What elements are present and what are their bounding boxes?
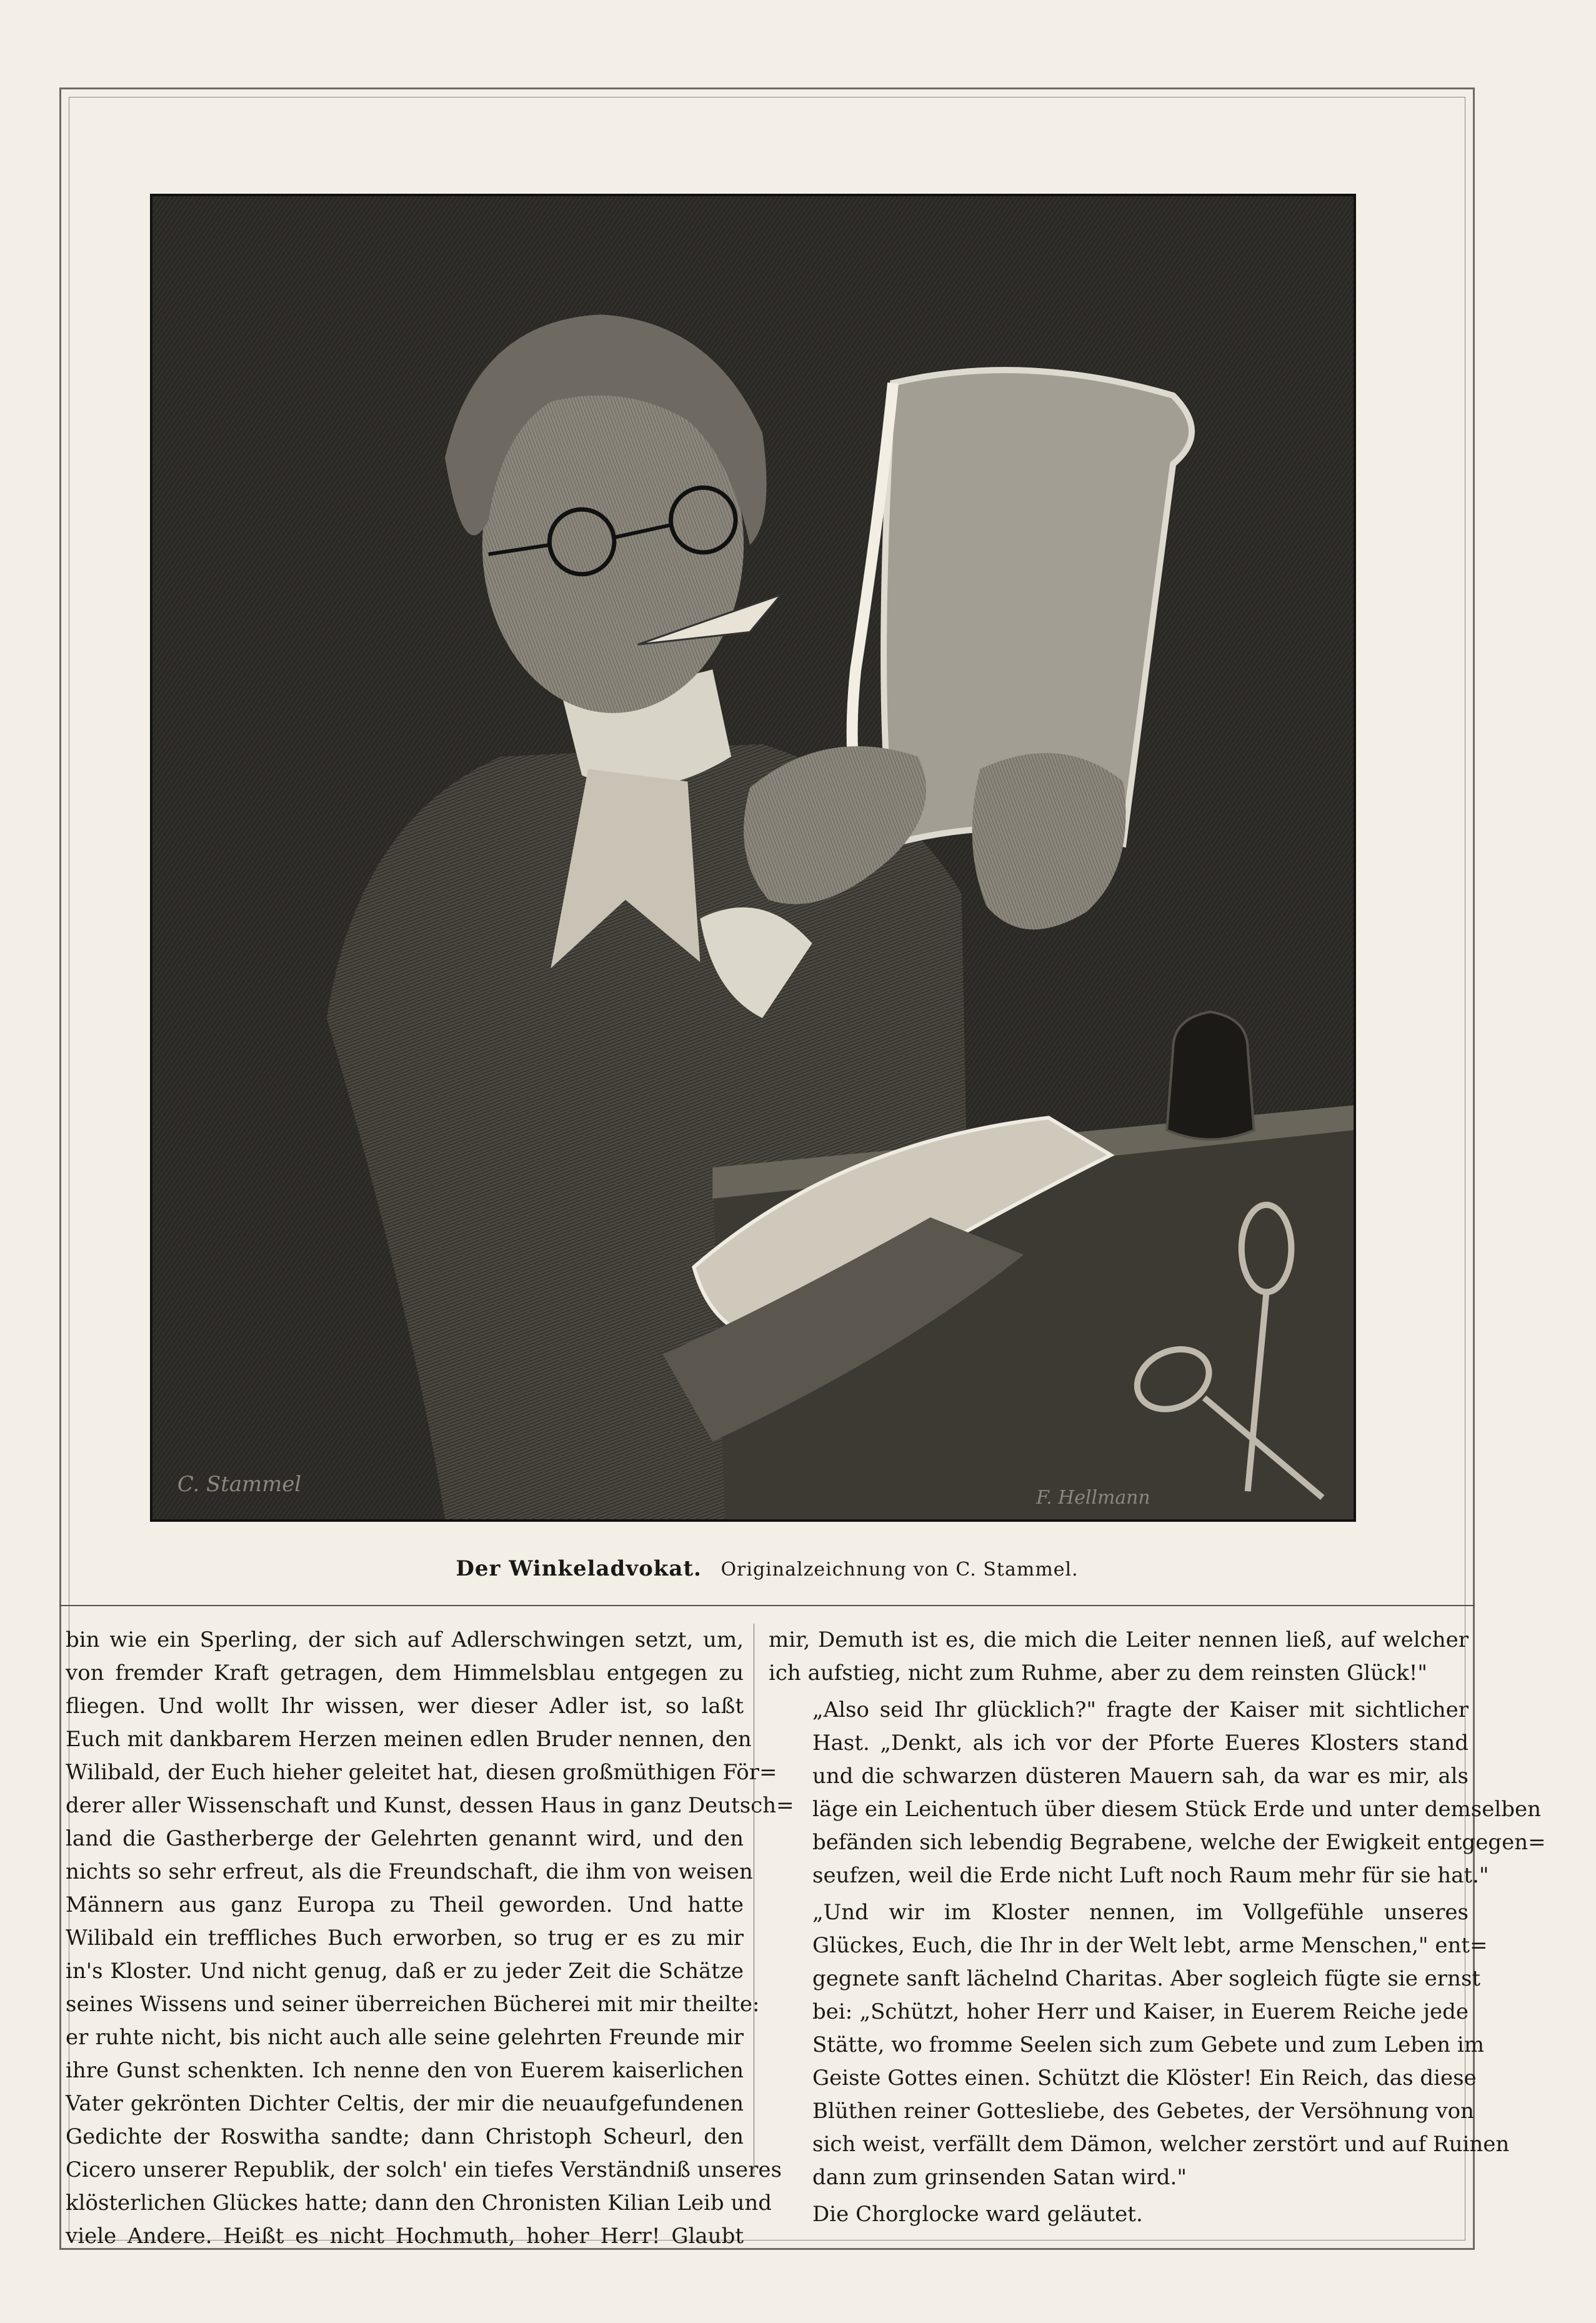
paragraph xyxy=(769,2198,1469,2231)
text-line: sich weist, verfällt dem Dämon, welcher zerstört und auf Ruinen xyxy=(812,2132,1510,2157)
text-line: Cicero unserer Republik, der solch' ein tiefes Verständniß unseres xyxy=(66,2157,782,2182)
text-line: läge ein Leichentuch über diesem Stück Erde und unter demselben xyxy=(812,1797,1542,1822)
text-line: Stätte, wo fromme Seelen sich zum Gebete und zum Leben im xyxy=(812,2032,1484,2057)
text-line: Vater gekrönten Dichter Celtis, der mir die neuaufgefundenen xyxy=(66,2091,744,2116)
text-line: nichts so sehr erfreut, als die Freundschaft, die ihm von weisen xyxy=(66,1859,753,1884)
text-line: Hast. „Denkt, als ich vor der Pforte Eueres Klosters stand xyxy=(812,1731,1469,1756)
text-line: und die schwarzen düsteren Mauern sah, da war es mir, als xyxy=(812,1764,1469,1789)
text-column-left xyxy=(66,1624,794,2249)
text-line: Männern aus ganz Europa zu Theil geworden. Und hatte xyxy=(66,1892,744,1917)
paragraph xyxy=(66,1624,794,2253)
text-line: Blüthen reiner Gottesliebe, des Gebetes, der Versöhnung von xyxy=(812,2099,1474,2124)
text-line: Wilibald, der Euch hieher geleitet hat, diesen großmüthigen För= xyxy=(66,1760,777,1785)
text-line: ich aufstieg, nicht zum Ruhme, aber zu dem reinsten Glück!" xyxy=(769,1661,1427,1686)
text-line: „Also seid Ihr glücklich?" fragte der Kaiser mit sichtlicher xyxy=(812,1697,1469,1722)
text-line: Gedichte der Roswitha sandte; dann Christoph Scheurl, den xyxy=(66,2124,744,2149)
text-line: gegnete sanft lächelnd Charitas. Aber sogleich fügte sie ernst xyxy=(812,1966,1481,1991)
caption-title: Der Winkeladvokat. xyxy=(456,1556,702,1581)
text-line: Wilibald ein treffliches Buch erworben, so trug er es zu mir xyxy=(66,1926,744,1951)
text-column-right xyxy=(769,1624,1546,2227)
text-line: klösterlichen Glückes hatte; dann den Chronisten Kilian Leib und xyxy=(66,2191,772,2216)
paragraph xyxy=(769,1624,1469,1690)
engraving-illustration xyxy=(150,194,1356,1522)
caption-rule xyxy=(59,1605,1475,1606)
figure-caption xyxy=(59,1556,1475,1581)
text-line: ihre Gunst schenkten. Ich nenne den von Euerem kaiserlichen xyxy=(66,2058,744,2083)
signature-left: C. Stammel xyxy=(177,1472,302,1497)
text-line: viele Andere. Heißt es nicht Hochmuth, hoher Herr! Glaubt xyxy=(66,2224,744,2249)
text-line: Euch mit dankbarem Herzen meinen edlen Bruder nennen, den xyxy=(66,1727,752,1752)
text-line: Glückes, Euch, die Ihr in der Welt lebt, arme Menschen," ent= xyxy=(812,1933,1488,1958)
text-line: land die Gastherberge der Gelehrten genannt wird, und den xyxy=(66,1826,744,1851)
text-line: Die Chorglocke ward geläutet. xyxy=(812,2202,1143,2227)
text-line: er ruhte nicht, bis nicht auch alle seine gelehrten Freunde mir xyxy=(66,2025,744,2050)
text-line: bin wie ein Sperling, der sich auf Adlerschwingen setzt, um, xyxy=(66,1627,744,1652)
text-line: mir, Demuth ist es, die mich die Leiter nennen ließ, auf welcher xyxy=(769,1627,1469,1652)
text-line: seines Wissens und seiner überreichen Bücherei mit mir theilte: xyxy=(66,1992,760,2017)
text-line: „Und wir im Kloster nennen, im Vollgefühle unseres xyxy=(812,1900,1469,1925)
text-line: derer aller Wissenschaft und Kunst, dessen Haus in ganz Deutsch= xyxy=(66,1793,794,1818)
text-line: bei: „Schützt, hoher Herr und Kaiser, in Euerem Reiche jede xyxy=(812,1999,1469,2024)
text-line: von fremder Kraft getragen, dem Himmelsblau entgegen zu xyxy=(66,1661,744,1686)
paragraph xyxy=(769,1896,1510,2194)
text-line: in's Kloster. Und nicht genug, daß er zu jeder Zeit die Schätze xyxy=(66,1959,744,1984)
text-line: Geiste Gottes einen. Schützt die Klöster! Ein Reich, das diese xyxy=(812,2066,1477,2091)
text-line: dann zum grinsenden Satan wird." xyxy=(812,2165,1187,2190)
paragraph xyxy=(769,1694,1546,1892)
text-line: seufzen, weil die Erde nicht Luft noch Raum mehr für sie hat." xyxy=(812,1863,1489,1888)
engraving-drawing xyxy=(152,196,1354,1519)
caption-credit: Originalzeichnung von C. Stammel. xyxy=(721,1559,1079,1581)
text-line: befänden sich lebendig Begrabene, welche der Ewigkeit entgegen= xyxy=(812,1830,1546,1855)
text-line: fliegen. Und wollt Ihr wissen, wer dieser Adler ist, so laßt xyxy=(66,1694,744,1719)
signature-right: F. Hellmann xyxy=(1036,1487,1150,1509)
